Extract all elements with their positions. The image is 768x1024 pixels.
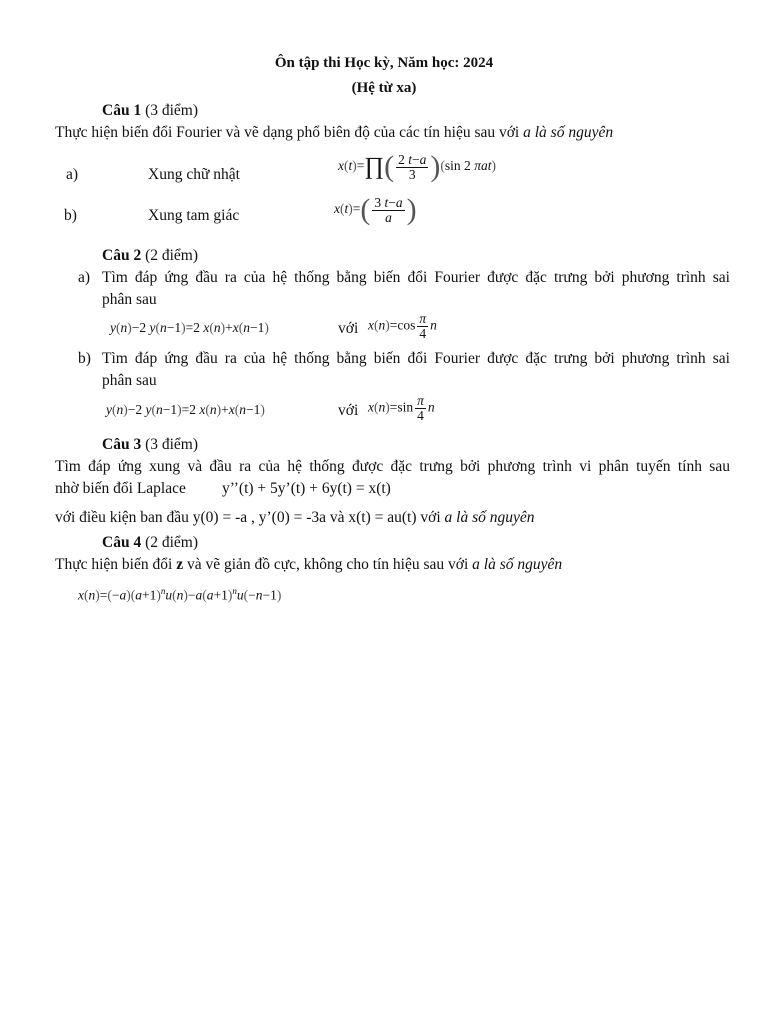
q4-text-italic: a là số nguyên	[472, 556, 563, 573]
q4-points: (2 điểm)	[141, 534, 199, 551]
q1-intro-text: Thực hiện biến đổi Fourier và vẽ dạng phổ biên độ của các tín hiệu sau với	[55, 124, 524, 141]
q4-text-z: z	[176, 556, 184, 573]
q1-heading	[102, 102, 198, 120]
doc-title: Ôn tập thi Học kỳ, Năm học: 2024	[274, 55, 494, 71]
q4-text-after: và vẽ giản đồ cực, không cho tín hiệu sau với	[183, 556, 473, 573]
q1-label: Câu 1	[102, 102, 142, 119]
q1-intro-italic: a là số nguyên	[523, 124, 614, 141]
q1-intro	[55, 124, 613, 142]
q3-conditions	[55, 509, 535, 527]
q3-heading	[102, 436, 198, 454]
q4-label: Câu 4	[102, 534, 142, 551]
q3-text-line1: Tìm đáp ứng xung và đầu ra của hệ thống được đặc trưng bởi phương trình vi phân tuyến tính sau	[55, 458, 730, 475]
q3-points: (3 điểm)	[141, 436, 199, 453]
q3-conditions-italic: a là số nguyên	[444, 509, 535, 526]
q2a-input: x(n)=cos $\frac{\pi}{4}$ n	[368, 311, 437, 341]
q1a-formula: x(t)=∏( $\frac{2 t-a}{3}$ )(sin 2 πat)	[338, 150, 496, 183]
q1b-letter: b)	[64, 207, 77, 224]
q1-points: (3 điểm)	[141, 102, 199, 119]
q2b-equation: y(n)−2 y(n−1)=2 x(n)+x(n−1)	[106, 402, 265, 417]
q2b-with: với	[338, 402, 359, 419]
q2a-trig: cos	[397, 317, 416, 333]
q3-conditions-text: với điều kiện ban đầu y(0) = -a , y’(0) = -3a và x(t) = au(t) với	[55, 509, 445, 526]
q2b-text-line2: phân sau	[102, 372, 157, 389]
q4-equation: $x(n)=(-a)(a+1)^nu(n)-a(a+1)^nu(-n-1)$	[78, 586, 282, 603]
q3-text-line2: nhờ biến đổi Laplace	[55, 480, 186, 497]
q1a-name: Xung chữ nhật	[148, 166, 240, 183]
q2b-letter: b)	[78, 350, 91, 367]
q4-text	[55, 556, 562, 574]
q1b-formula: x(t)=( $\frac{3 t-a}{a}$ )	[334, 193, 417, 226]
q4-text-before: Thực hiện biến đổi	[55, 556, 177, 573]
q1b-name: Xung tam giác	[148, 207, 240, 224]
q3-equation: y’’(t) + 5y’(t) + 6y(t) = x(t)	[222, 480, 391, 497]
q3-label: Câu 3	[102, 436, 142, 453]
q1a-letter: a)	[66, 166, 79, 183]
q2b-input: x(n)=sin $\frac{\pi}{4}$ n	[368, 393, 435, 423]
q2b-trig: sin	[397, 399, 414, 415]
q2b-text-line1: Tìm đáp ứng đầu ra của hệ thống bằng biến đổi Fourier được đặc trưng bởi phương trình sai	[102, 350, 730, 367]
q2a-with: với	[338, 320, 359, 337]
q2a-text-line1: Tìm đáp ứng đầu ra của hệ thống bằng biến đổi Fourier được đặc trưng bởi phương trình sai	[102, 269, 730, 286]
q2a-text-line2: phân sau	[102, 291, 157, 308]
doc-subtitle: (Hệ từ xa)	[351, 80, 417, 96]
q2a-letter: a)	[78, 269, 91, 286]
q2a-equation: y(n)−2 y(n−1)=2 x(n)+x(n−1)	[110, 320, 269, 335]
q4-heading	[102, 534, 198, 552]
q2-label: Câu 2	[102, 247, 142, 264]
q2-heading	[102, 247, 198, 265]
q2-points: (2 điểm)	[141, 247, 199, 264]
